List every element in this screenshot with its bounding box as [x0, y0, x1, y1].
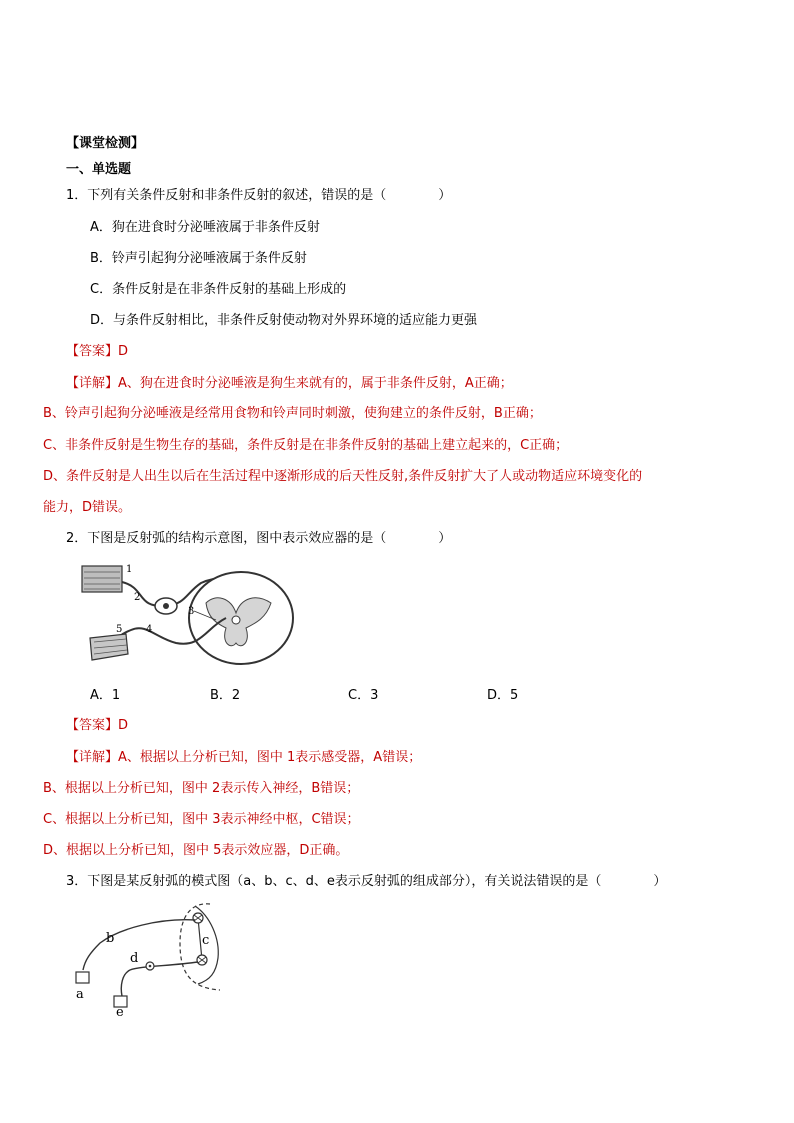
q2-choice-b: B．2 [210, 688, 241, 703]
q2-detail-label: 【详解】 [66, 750, 119, 765]
q2-choice-d: D．5 [487, 688, 519, 703]
q1-answer-label: 【答案】 [66, 344, 119, 359]
q2-detail-line-1 [66, 750, 421, 766]
q2-fig-label-2: 2 [134, 592, 141, 603]
section-title: 【课堂检测】 [66, 136, 145, 151]
q1-option-c: C．条件反射是在非条件反射的基础上形成的 [90, 282, 347, 297]
q1-option-d: D．与条件反射相比，非条件反射使动物对外界环境的适应能力更强 [90, 313, 478, 328]
q2-reflex-arc-figure [76, 558, 296, 670]
q2-fig-label-1: 1 [126, 564, 133, 575]
q1-detail-line-3: C、非条件反射是生物生存的基础，条件反射是在非条件反射的基础上建立起来的，C正确； [43, 438, 569, 453]
q1-detail-label: 【详解】 [66, 376, 119, 391]
q2-answer [66, 718, 128, 734]
q1-detail-line-1 [66, 376, 513, 392]
q2-detail-line-2: B、根据以上分析已知，图中 2表示传入神经，B错误； [43, 781, 360, 796]
q3-reflex-arc-figure [70, 898, 230, 1018]
q3-fig-label-b: b [106, 931, 115, 946]
q3-efferent-line-shape [121, 962, 198, 996]
q2-stem: 2．下图是反射弧的结构示意图，图中表示效应器的是（ ） [66, 531, 452, 546]
q2-choice-a: A．1 [90, 688, 121, 703]
q3-stem: 3．下图是某反射弧的模式图（a、b、c、d、e表示反射弧的组成部分），有关说法错误的是（ ） [66, 874, 667, 889]
q2-choice-c: C．3 [348, 688, 379, 703]
q2-fig-label-5: 5 [116, 624, 123, 635]
q2-fig-label-4: 4 [146, 624, 153, 635]
q3-receptor-a-shape [76, 972, 89, 983]
q2-detail-text-1: A、根据以上分析已知，图中 1表示感受器，A错误； [118, 750, 422, 765]
receptor-patch-shape [82, 566, 122, 592]
q2-detail-line-4: D、根据以上分析已知，图中 5表示效应器，D正确。 [43, 843, 349, 858]
q3-fig-label-c: c [202, 933, 210, 948]
q1-option-a: A．狗在进食时分泌唾液属于非条件反射 [90, 220, 320, 235]
q1-stem: 1．下列有关条件反射和非条件反射的叙述，错误的是（ ） [66, 188, 452, 203]
q2-detail-line-3: C、根据以上分析已知，图中 3表示神经中枢，C错误； [43, 812, 360, 827]
q1-option-b: B．铃声引起狗分泌唾液属于条件反射 [90, 251, 307, 266]
q2-fig-label-3: 3 [188, 606, 195, 617]
q3-fig-label-d: d [130, 951, 139, 966]
q1-detail-line-2: B、铃声引起狗分泌唾液是经常用食物和铃声同时刺激，使狗建立的条件反射，B正确； [43, 406, 542, 421]
q1-answer [66, 344, 128, 360]
q3-fig-label-e: e [116, 1005, 124, 1018]
q1-detail-text-1: A、狗在进食时分泌唾液是狗生来就有的，属于非条件反射，A正确； [118, 376, 513, 391]
q1-answer-value: D [118, 344, 129, 359]
q1-detail-line-5: 能力，D错误。 [43, 500, 132, 515]
subsection-title: 一、单选题 [66, 162, 132, 177]
q3-fig-label-a: a [76, 987, 84, 1002]
q2-answer-value: D [118, 718, 129, 733]
q2-answer-label: 【答案】 [66, 718, 119, 733]
q3-afferent-line-shape [83, 920, 195, 970]
q1-detail-line-4: D、条件反射是人出生以后在生活过程中逐渐形成的后天性反射,条件反射扩大了人或动物适应环境变化的 [43, 469, 643, 484]
